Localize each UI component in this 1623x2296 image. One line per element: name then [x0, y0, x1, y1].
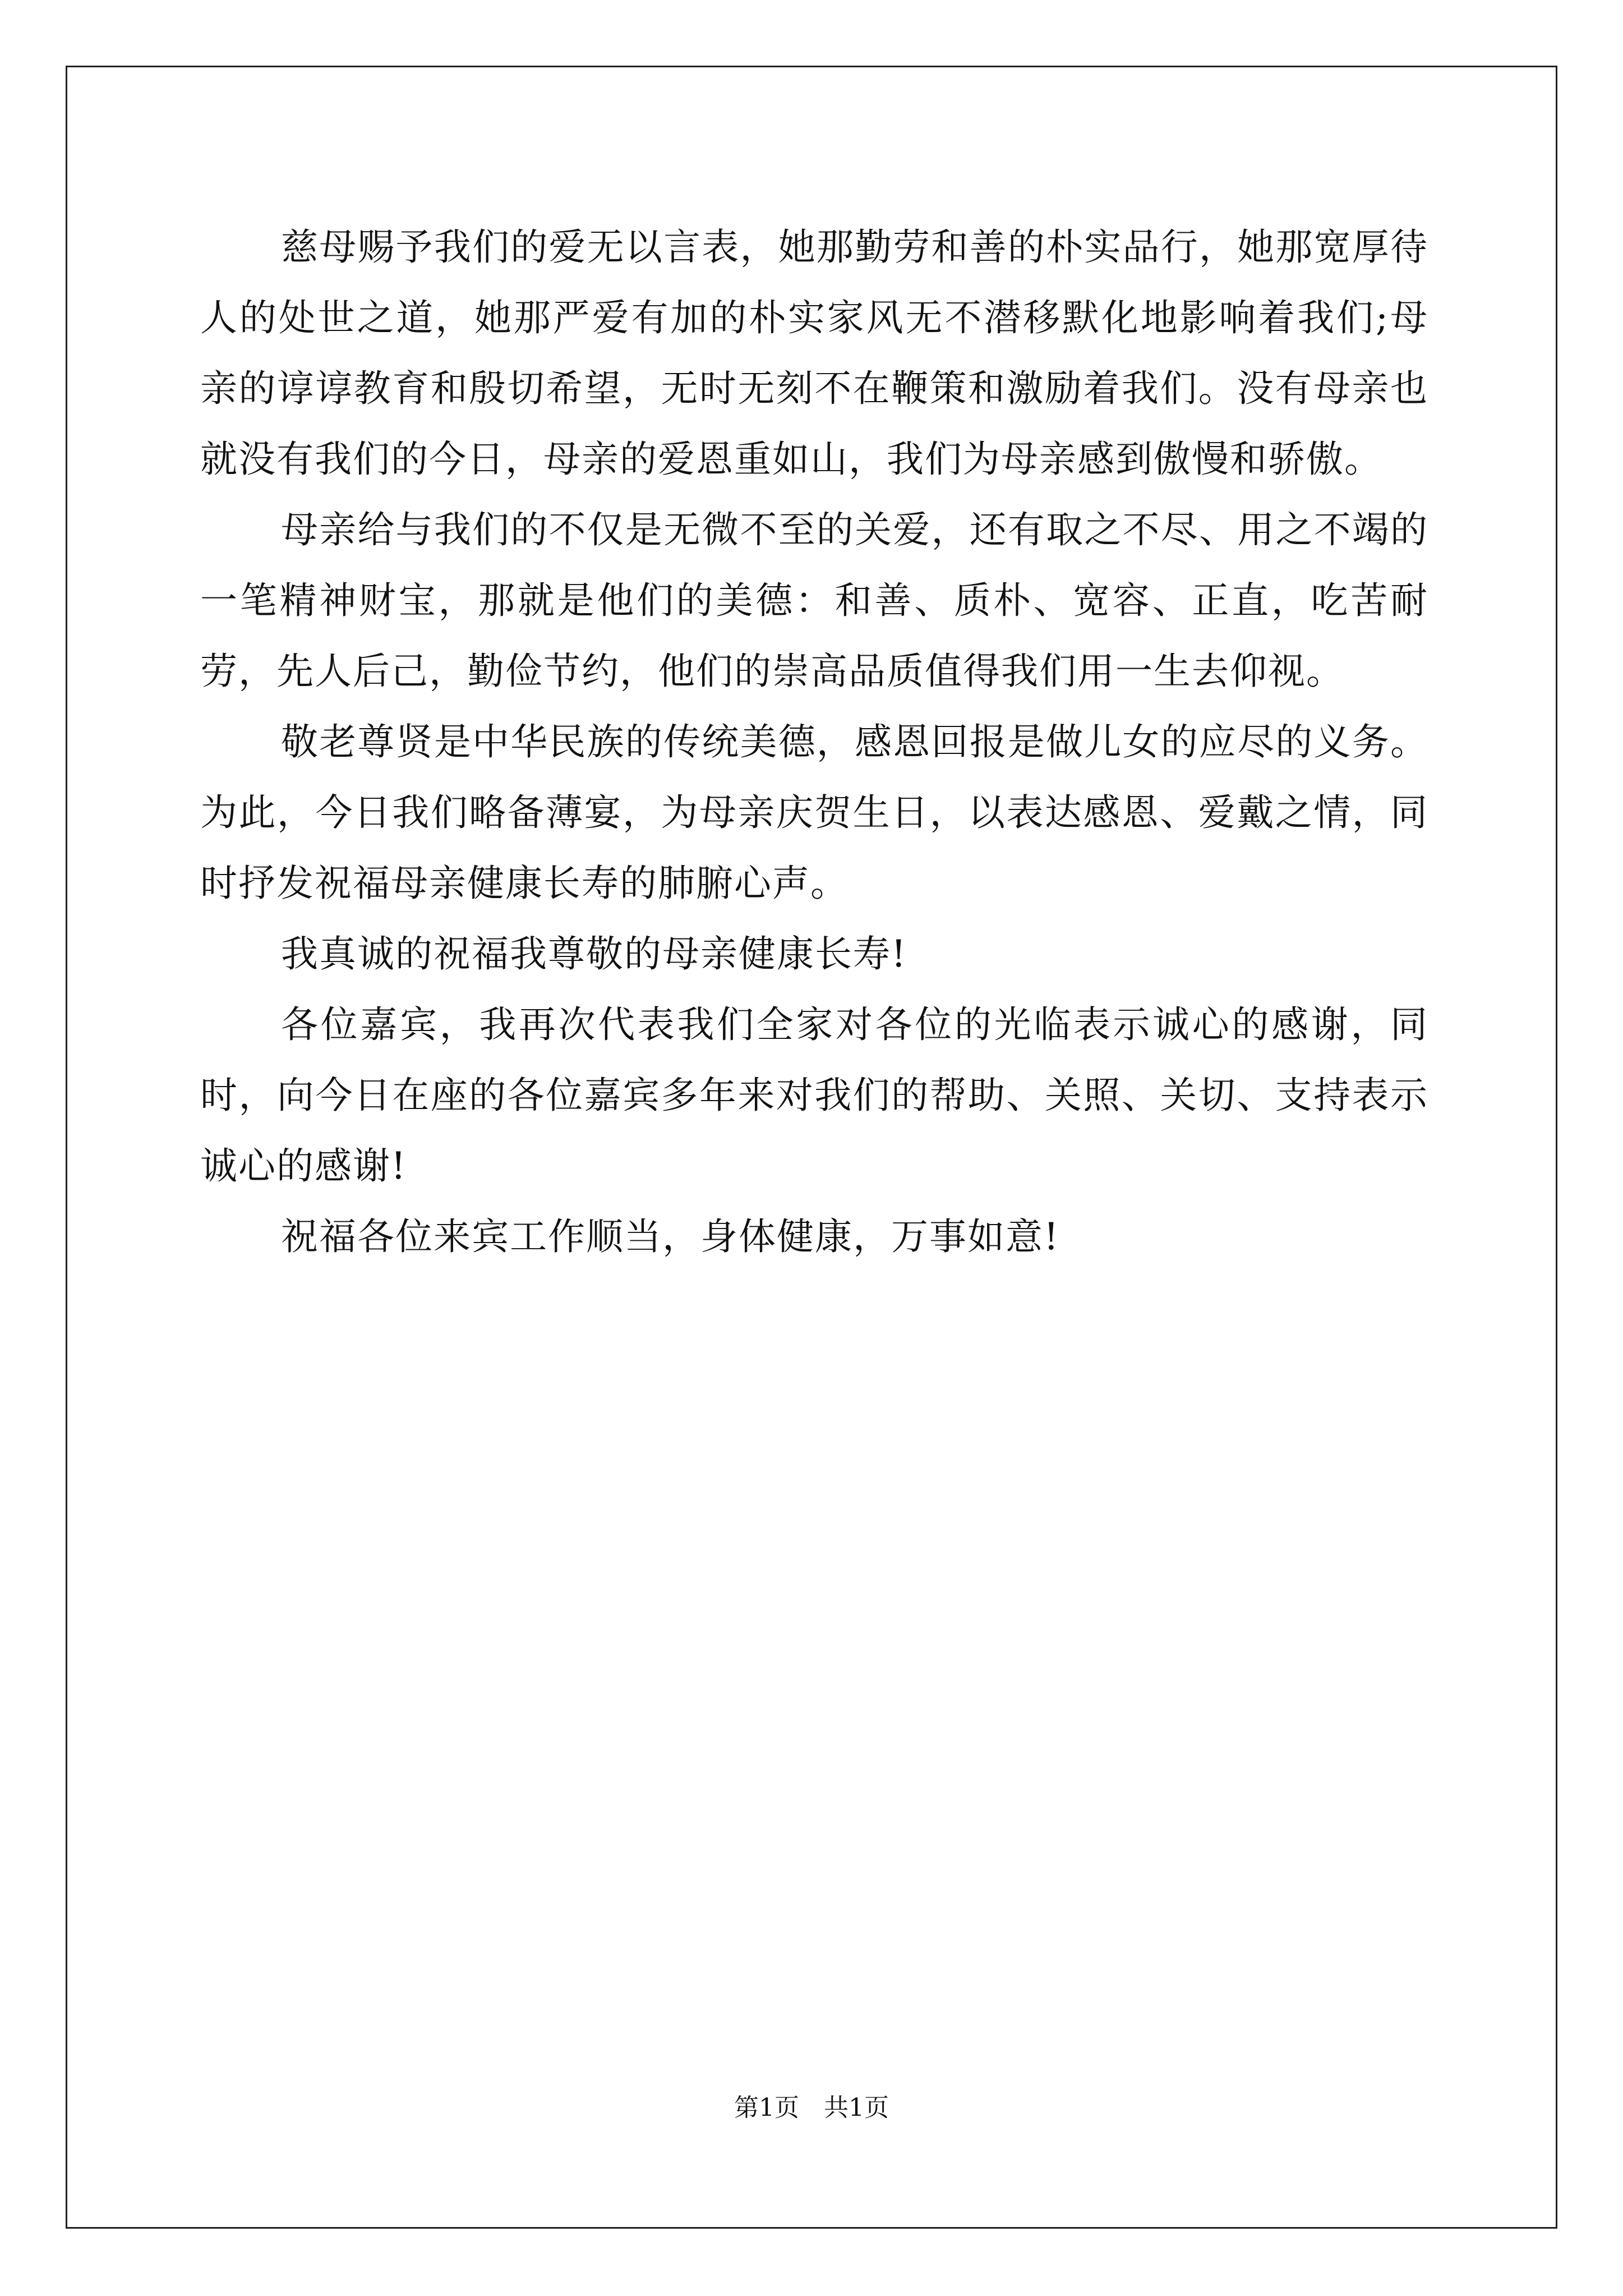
paragraph: 祝福各位来宾工作顺当，身体健康，万事如意!	[281, 1215, 1060, 1258]
paragraph: 敬老尊贤是中华民族的传统美德，感恩回报是做儿女的应尽的义务。为此，今日我们略备薄宴，为母亲庆贺生日，以表达感恩、爱戴之情，同时抒发祝福母亲健康长寿的肺腑心声。	[200, 720, 1428, 905]
page-number-footer: 第1页 共1页	[734, 2093, 889, 2122]
paragraph: 各位嘉宾，我再次代表我们全家对各位的光临表示诚心的感谢，同时，向今日在座的各位嘉宾多年来对我们的帮助、关照、关切、支持表示诚心的感谢!	[200, 1003, 1428, 1188]
paragraph: 慈母赐予我们的爱无以言表，她那勤劳和善的朴实品行，她那宽厚待人的处世之道，她那严爱有加的朴实家风无不潜移默化地影响着我们;母亲的谆谆教育和殷切希望，无时无刻不在鞭策和激励着我们。没有母亲也就没有我们的今日，母亲的爱恩重如山，我们为母亲感到傲慢和骄傲。	[200, 226, 1428, 481]
document-body	[200, 212, 1428, 1272]
paragraph: 母亲给与我们的不仅是无微不至的关爱，还有取之不尽、用之不竭的一笔精神财宝，那就是他们的美德：和善、质朴、宽容、正直，吃苦耐劳，先人后己，勤俭节约，他们的崇高品质值得我们用一生去仰视。	[200, 508, 1428, 693]
paragraph: 我真诚的祝福我尊敬的母亲健康长寿!	[281, 932, 907, 976]
